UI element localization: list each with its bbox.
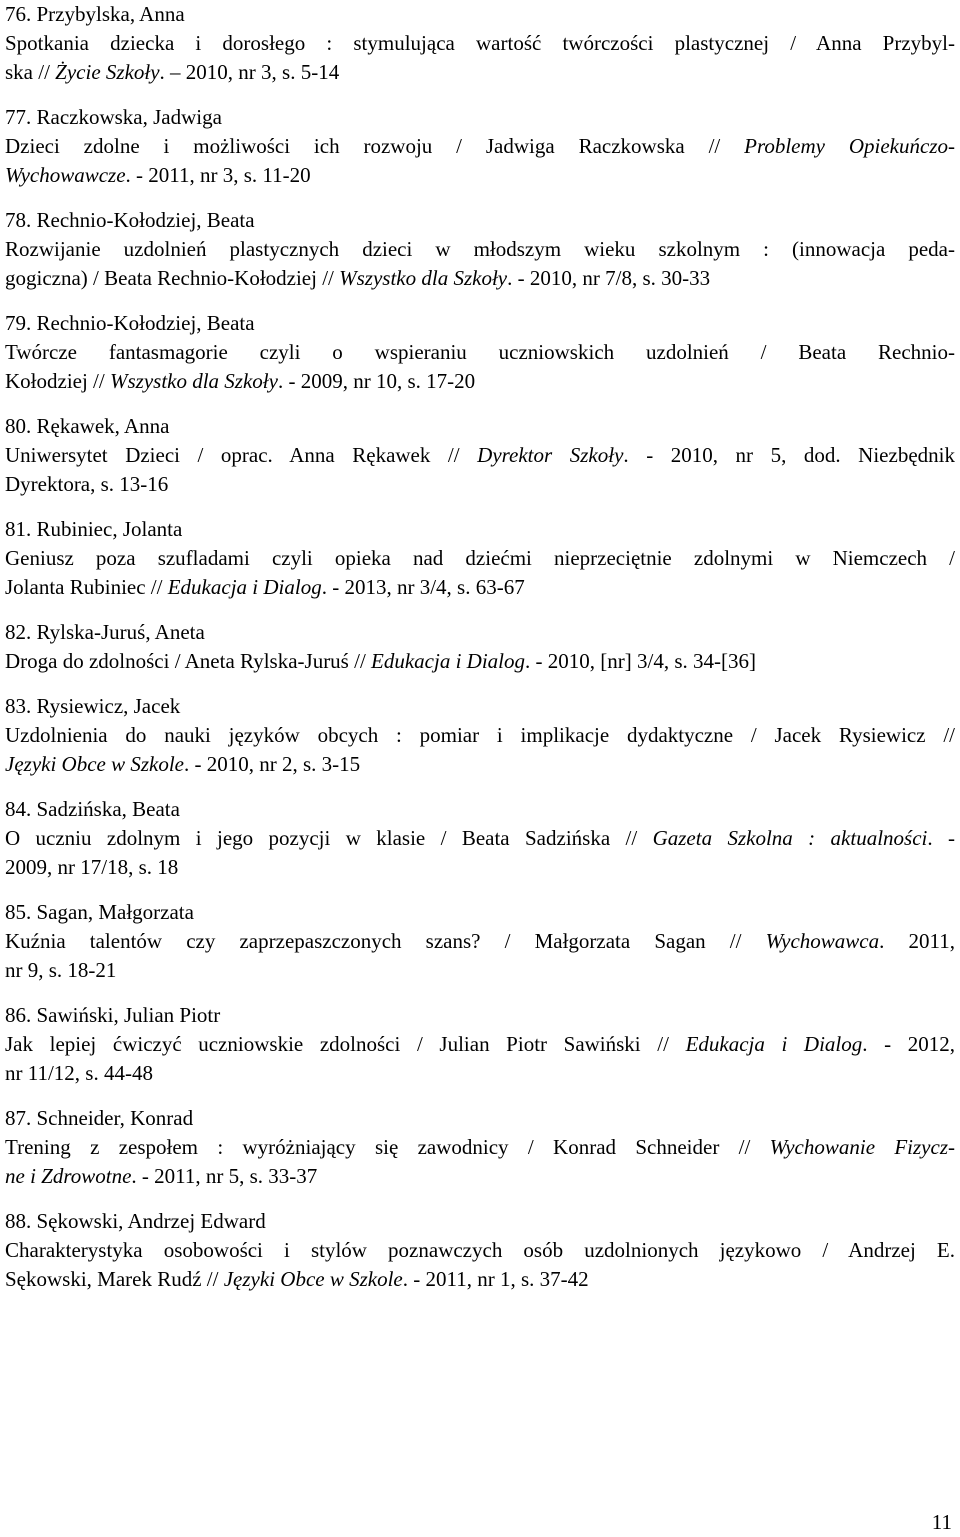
entry-heading: 76. Przybylska, Anna (5, 2, 185, 26)
bibliography-entry (5, 412, 955, 499)
bibliography-entry (5, 795, 955, 882)
entry-text-line (5, 367, 955, 396)
bibliography-list (5, 0, 955, 1310)
entry-heading: 80. Rękawek, Anna (5, 414, 170, 438)
entry-text: . – 2010, nr 3, s. 5-14 (159, 60, 340, 84)
journal-title: Edukacja i Dialog (167, 575, 322, 599)
bibliography-entry (5, 103, 955, 190)
journal-title: Dyrektor Szkoły (477, 443, 624, 467)
entry-text: . - 2012, (862, 1032, 956, 1056)
entry-text: . - 2013, nr 3/4, s. 63-67 (321, 575, 525, 599)
entry-text-line (5, 1236, 955, 1265)
page-number: 11 (931, 1510, 952, 1534)
entry-heading: 84. Sadzińska, Beata (5, 797, 180, 821)
bibliography-entry (5, 1104, 955, 1191)
bibliography-entry (5, 206, 955, 293)
entry-text: 2009, nr 17/18, s. 18 (5, 855, 179, 879)
journal-title: Języki Obce w Szkole (5, 752, 185, 776)
entry-text: . - (927, 826, 955, 850)
entry-heading: 79. Rechnio-Kołodziej, Beata (5, 311, 255, 335)
bibliography-entry (5, 898, 955, 985)
entry-text: . - 2011, nr 3, s. 11-20 (125, 163, 311, 187)
entry-text-line (5, 1030, 955, 1059)
journal-title: Problemy Opiekuńczo- (744, 134, 955, 158)
entry-text-line (5, 721, 955, 750)
entry-text-line (5, 647, 955, 676)
entry-text: Dyrektora, s. 13-16 (5, 472, 169, 496)
journal-title: ne i Zdrowotne (5, 1164, 132, 1188)
entry-text-line (5, 235, 955, 264)
journal-title: Wszystko dla Szkoły (339, 266, 508, 290)
entry-text: . - 2010, nr 5, dod. Niezbędnik (623, 443, 955, 467)
bibliography-entry (5, 0, 955, 87)
entry-text: . 2011, (879, 929, 955, 953)
entry-text: . - 2011, nr 5, s. 33-37 (131, 1164, 318, 1188)
entry-text: . - 2009, nr 10, s. 17-20 (277, 369, 476, 393)
entry-text-line (5, 573, 955, 602)
entry-heading: 77. Raczkowska, Jadwiga (5, 105, 222, 129)
entry-text: . - 2010, [nr] 3/4, s. 34-[36] (525, 649, 756, 673)
entry-heading: 87. Schneider, Konrad (5, 1106, 194, 1130)
journal-title: Życie Szkoły (55, 60, 160, 84)
entry-text: Rozwijanie uzdolnień plastycznych dzieci w młodszym wieku szkolnym : (innowacja peda- (5, 237, 955, 261)
bibliography-entry (5, 515, 955, 602)
entry-text: gogiczna) / Beata Rechnio-Kołodziej // (5, 266, 340, 290)
entry-text: . - 2010, nr 2, s. 3-15 (184, 752, 361, 776)
entry-heading: 78. Rechnio-Kołodziej, Beata (5, 208, 255, 232)
entry-text: Jak lepiej ćwiczyć uczniowskie zdolności / Julian Piotr Sawiński // (5, 1032, 686, 1056)
bibliography-entry (5, 618, 955, 676)
entry-text: O uczniu zdolnym i jego pozycji w klasie / Beata Sadzińska // (5, 826, 653, 850)
entry-text: Uniwersytet Dzieci / oprac. Anna Rękawek // (5, 443, 478, 467)
entry-text: Sękowski, Marek Rudź // (5, 1267, 224, 1291)
journal-title: Wychowanie Fizycz- (769, 1135, 955, 1159)
journal-title: Gazeta Szkolna : aktualności (652, 826, 928, 850)
entry-heading: 81. Rubiniec, Jolanta (5, 517, 183, 541)
journal-title: Wszystko dla Szkoły (109, 369, 278, 393)
entry-text-line (5, 441, 955, 470)
entry-text-line (5, 927, 955, 956)
entry-text-line (5, 470, 955, 499)
entry-text-line (5, 750, 955, 779)
entry-text-line (5, 29, 955, 58)
entry-text-line (5, 1133, 955, 1162)
entry-text: . - 2011, nr 1, s. 37-42 (402, 1267, 589, 1291)
entry-text-line (5, 956, 955, 985)
entry-text: Geniusz poza szufladami czyli opieka nad dziećmi nieprzeciętnie zdolnymi w Niemczech / (5, 546, 955, 570)
entry-heading: 85. Sagan, Małgorzata (5, 900, 194, 924)
bibliography-entry (5, 692, 955, 779)
entry-heading: 86. Sawiński, Julian Piotr (5, 1003, 221, 1027)
entry-text: Charakterystyka osobowości i stylów poznawczych osób uzdolnionych językowo / Andrzej E. (5, 1238, 955, 1262)
entry-text: Uzdolnienia do nauki języków obcych : pomiar i implikacje dydaktyczne / Jacek Rysiewicz // (5, 723, 955, 747)
entry-text-line (5, 824, 955, 853)
entry-text: Twórcze fantasmagorie czyli o wspieraniu uczniowskich uzdolnień / Beata Rechnio- (5, 340, 955, 364)
entry-text-line (5, 1059, 955, 1088)
entry-text: nr 9, s. 18-21 (5, 958, 117, 982)
entry-heading: 83. Rysiewicz, Jacek (5, 694, 181, 718)
entry-text-line (5, 161, 955, 190)
entry-heading: 82. Rylska-Juruś, Aneta (5, 620, 205, 644)
entry-text: Kołodziej // (5, 369, 110, 393)
journal-title: Języki Obce w Szkole (223, 1267, 403, 1291)
entry-heading: 88. Sękowski, Andrzej Edward (5, 1209, 266, 1233)
entry-text: Kuźnia talentów czy zaprzepaszczonych szans? / Małgorzata Sagan // (5, 929, 766, 953)
entry-text-line (5, 58, 955, 87)
entry-text: Droga do zdolności / Aneta Rylska-Juruś // (5, 649, 372, 673)
entry-text: Dzieci zdolne i możliwości ich rozwoju / Jadwiga Raczkowska // (5, 134, 745, 158)
entry-text-line (5, 132, 955, 161)
entry-text-line (5, 264, 955, 293)
entry-text: . - 2010, nr 7/8, s. 30-33 (507, 266, 711, 290)
bibliography-entry (5, 1207, 955, 1294)
entry-text: Jolanta Rubiniec // (5, 575, 168, 599)
bibliography-entry (5, 309, 955, 396)
entry-text: nr 11/12, s. 44-48 (5, 1061, 153, 1085)
entry-text-line (5, 338, 955, 367)
journal-title: Edukacja i Dialog (371, 649, 526, 673)
entry-text-line (5, 1162, 955, 1191)
journal-title: Wychowawcze (5, 163, 126, 187)
entry-text: Spotkania dziecka i dorosłego : stymulująca wartość twórczości plastycznej / Anna Przybyl- (5, 31, 955, 55)
entry-text: Trening z zespołem : wyróżniający się zawodnicy / Konrad Schneider // (5, 1135, 770, 1159)
entry-text: ska // (5, 60, 56, 84)
entry-text-line (5, 544, 955, 573)
bibliography-entry (5, 1001, 955, 1088)
journal-title: Wychowawca (765, 929, 880, 953)
journal-title: Edukacja i Dialog (685, 1032, 863, 1056)
entry-text-line (5, 1265, 955, 1294)
entry-text-line (5, 853, 955, 882)
